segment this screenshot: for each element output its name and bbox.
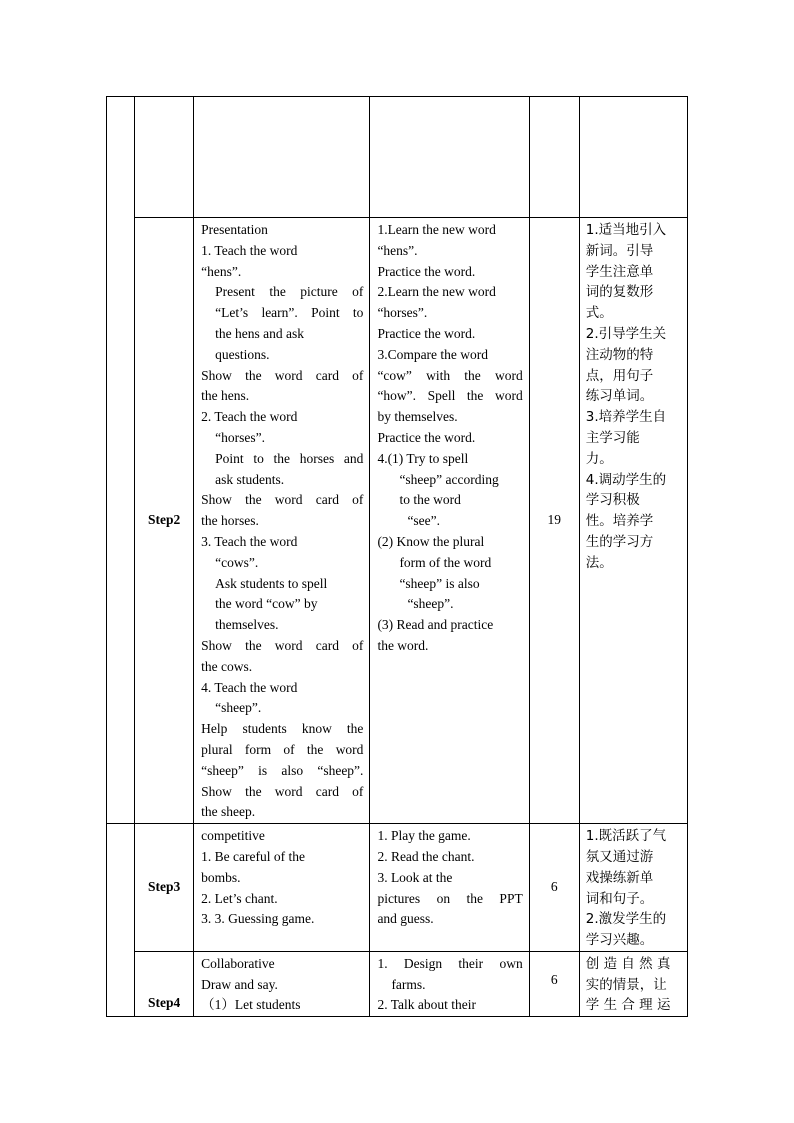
teacher-activity-line: Point to the horses and — [215, 450, 364, 466]
teacher-activity-line: Show the word card of — [201, 367, 364, 383]
table-row-step3 — [107, 824, 688, 952]
student-activity-line: 1.Learn the new word — [377, 222, 496, 237]
teacher-activity-line: Present the picture of — [215, 284, 364, 300]
student-activity-line: “cow” with the word — [377, 367, 523, 383]
purpose-line: 1.既活跃了气 — [585, 828, 667, 845]
student-activity-line: 3.Compare the word — [377, 346, 489, 362]
student-activity-text — [377, 954, 522, 1016]
activities-cell-blank — [370, 97, 529, 218]
purpose-line: 氛又通过游 — [585, 848, 654, 865]
teacher-activity-line: the hens. — [201, 388, 250, 404]
stage-cell-1 — [107, 97, 135, 824]
teacher-activity-line: Collaborative — [201, 955, 275, 971]
teacher-activity-line: Show the word card of — [201, 637, 364, 653]
student-activity-line: form of the word — [399, 554, 492, 570]
teacher-activity-line: plural form of the word — [201, 741, 364, 757]
student-activity-line: 3. Look at the — [377, 869, 453, 885]
student-activity-line: to the word — [399, 492, 461, 508]
student-activity-line: (3) Read and practice — [377, 617, 494, 633]
teacher-activity-text — [201, 954, 363, 1016]
purpose-line: 式。 — [585, 305, 613, 322]
teacher-activity-line: the sheep. — [201, 804, 256, 820]
teacher-activity-line: （1）Let students — [201, 997, 301, 1013]
purpose-line: 学生注意单 — [585, 263, 654, 280]
teacher-activity-line: “hens”. — [201, 263, 242, 279]
purpose-line: 词的复数形 — [585, 284, 654, 301]
teacher-activity-line: 3. 3. Guessing game. — [201, 911, 315, 927]
teacher-activity-line: Presentation — [201, 222, 268, 237]
student-activity-cell — [370, 218, 529, 824]
table-row-step2 — [107, 218, 688, 824]
teacher-activity-line: the word “cow” by — [215, 596, 318, 612]
purpose-line: 创 造 自 然 真 — [585, 955, 671, 972]
student-activity-line: 1. Design their own — [377, 955, 523, 971]
purpose-line: 2.激发学生的 — [585, 911, 667, 928]
purpose-line: 力。 — [585, 450, 613, 467]
student-activity-line: pictures on the PPT — [377, 890, 523, 906]
purpose-cell — [579, 218, 687, 824]
purpose-line: 法。 — [585, 554, 613, 571]
purpose-line: 戏操练新单 — [585, 869, 654, 886]
stage-cell-2 — [107, 824, 135, 1017]
purpose-line: 4.调动学生的 — [585, 471, 667, 488]
purpose-line: 注动物的特 — [585, 346, 654, 363]
teacher-activity-text — [201, 826, 363, 930]
student-activity-line: “sheep” according — [399, 471, 499, 487]
purpose-line: 生的学习方 — [585, 533, 654, 550]
content-cell-blank — [194, 97, 370, 218]
teacher-activity-cell — [194, 218, 370, 824]
student-activity-line: 2. Talk about their — [377, 997, 476, 1013]
purpose-line: 实的情景，让 — [585, 976, 667, 993]
teacher-activity-line: 1. Be careful of the — [201, 848, 305, 864]
teacher-activity-line: Show the word card of — [201, 783, 364, 799]
student-activity-text — [377, 826, 522, 930]
step-cell-blank — [135, 97, 194, 218]
teacher-activity-line: bombs. — [201, 869, 241, 885]
student-activity-line: “hens”. — [377, 242, 418, 258]
student-activity-line: Practice the word. — [377, 325, 476, 341]
time-value: 19 — [529, 218, 579, 824]
student-activity-line: “horses”. — [377, 305, 428, 321]
purpose-text — [586, 220, 683, 574]
purpose-cell — [579, 951, 687, 1016]
purpose-line: 新词。引导 — [585, 242, 654, 259]
teacher-activity-line: 2. Teach the word — [201, 409, 298, 425]
student-activity-line: 2.Learn the new word — [377, 284, 496, 300]
teacher-activity-line: the hens and ask — [215, 325, 304, 341]
step-label: Step4 — [135, 951, 194, 1016]
student-activity-line: 2. Read the chant. — [377, 848, 475, 864]
student-activity-line: 1. Play the game. — [377, 828, 471, 844]
student-activity-text — [377, 220, 522, 657]
teacher-activity-line: the cows. — [201, 658, 253, 674]
table-row-blank — [107, 97, 688, 218]
student-activity-line: “how”. Spell the word — [377, 388, 523, 404]
purpose-line: 性。培养学 — [585, 513, 654, 530]
purpose-line: 学习兴趣。 — [585, 932, 654, 949]
table-row-step4 — [107, 951, 688, 1016]
purpose-line: 学习积极 — [585, 492, 640, 509]
purpose-line: 主学习能 — [585, 429, 640, 446]
purpose-line: 3.培养学生自 — [585, 409, 667, 426]
student-activity-line: (2) Know the plural — [377, 533, 485, 549]
teacher-activity-line: Show the word card of — [201, 492, 364, 508]
student-activity-line: Practice the word. — [377, 429, 476, 445]
time-value: 6 — [529, 824, 579, 952]
teacher-activity-text — [201, 220, 363, 823]
purpose-cell — [579, 824, 687, 952]
teacher-activity-line: “horses”. — [215, 429, 265, 445]
purpose-cell-blank — [579, 97, 687, 218]
student-activity-line: the word. — [377, 637, 429, 653]
teacher-activity-line: ask students. — [215, 471, 285, 487]
lesson-plan-table — [106, 96, 688, 1017]
student-activity-line: “sheep” is also — [399, 575, 480, 591]
teacher-activity-line: “cows”. — [215, 554, 259, 570]
student-activity-line: “sheep”. — [407, 596, 454, 612]
teacher-activity-line: questions. — [215, 346, 270, 362]
teacher-activity-line: the horses. — [201, 513, 259, 529]
time-cell-blank — [529, 97, 579, 218]
teacher-activity-line: Draw and say. — [201, 976, 278, 992]
teacher-activity-line: competitive — [201, 828, 265, 844]
step-label: Step2 — [135, 218, 194, 824]
teacher-activity-line: “sheep” is also “sheep”. — [201, 762, 364, 778]
purpose-line: 1.适当地引入 — [585, 222, 667, 238]
teacher-activity-line: “sheep”. — [215, 700, 262, 716]
purpose-line: 点，用句子 — [585, 367, 654, 384]
purpose-line: 2.引导学生关 — [585, 325, 667, 342]
student-activity-line: farms. — [391, 976, 426, 992]
teacher-activity-line: themselves. — [215, 617, 279, 633]
purpose-line: 练习单词。 — [585, 388, 654, 405]
purpose-text — [586, 954, 683, 1016]
teacher-activity-cell — [194, 951, 370, 1016]
student-activity-cell — [370, 951, 529, 1016]
student-activity-line: 4.(1) Try to spell — [377, 450, 469, 466]
teacher-activity-line: 2. Let’s chant. — [201, 890, 278, 906]
student-activity-cell — [370, 824, 529, 952]
student-activity-line: Practice the word. — [377, 263, 476, 279]
teacher-activity-line: “Let’s learn”. Point to — [215, 305, 364, 321]
teacher-activity-cell — [194, 824, 370, 952]
teacher-activity-line: 3. Teach the word — [201, 533, 298, 549]
step-label: Step3 — [135, 824, 194, 952]
teacher-activity-line: 1. Teach the word — [201, 242, 298, 258]
purpose-text — [586, 826, 683, 951]
purpose-line: 词和句子。 — [585, 890, 654, 907]
time-value: 6 — [529, 951, 579, 1016]
teacher-activity-line: 4. Teach the word — [201, 679, 298, 695]
student-activity-line: and guess. — [377, 911, 434, 927]
purpose-line: 学 生 合 理 运 — [585, 997, 671, 1014]
teacher-activity-line: Ask students to spell — [215, 575, 328, 591]
teacher-activity-line: Help students know the — [201, 721, 364, 737]
student-activity-line: “see”. — [407, 513, 441, 529]
student-activity-line: by themselves. — [377, 409, 458, 425]
